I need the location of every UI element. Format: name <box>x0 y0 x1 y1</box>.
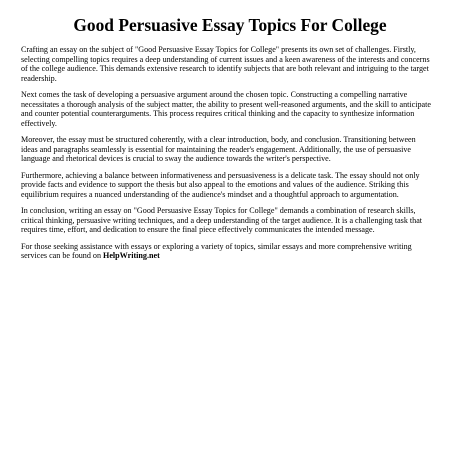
helpwriting-link[interactable]: HelpWriting.net <box>103 251 160 260</box>
closing-text: For those seeking assistance with essays or exploring a variety of topics, similar essays and more comprehensive writing services can be found on <box>21 241 412 260</box>
paragraph-balance: Furthermore, achieving a balance between informativeness and persuasiveness is a delicate task. The essay should not only provide facts and evidence to support the thesis but also appeal to the emotions and values of the audience. Striking this equilibrium requires a nuanced understanding of the audience's mindset and a thoughtful approach to argumentation. <box>21 170 420 199</box>
document-page <box>21 15 433 268</box>
document-title: Good Persuasive Essay Topics For College <box>73 15 387 35</box>
paragraph-closing <box>21 242 433 261</box>
paragraph-intro: Crafting an essay on the subject of "Good Persuasive Essay Topics for College" presents its own set of challenges. Firstly, selecting compelling topics requires a deep understanding of current issues and a keen awareness of the interests and concerns of the college audience. This demands extensive research to identify subjects that are both relevant and intriguing to the target readership. <box>21 45 430 83</box>
paragraph-conclusion: In conclusion, writing an essay on "Good Persuasive Essay Topics for College" demands a combination of research skills, critical thinking, persuasive writing techniques, and a deep understanding of the target audience. It is a challenging task that requires time, effort, and dedication to ensure the final piece effectively communicates the intended message. <box>21 206 423 234</box>
paragraph-argument: Next comes the task of developing a persuasive argument around the chosen topic. Constructing a compelling narrative necessitates a thorough analysis of the subject matter, the ability to present well-reasoned arguments, and the skill to anticipate and counter potential counterarguments. This process requires critical thinking and the capacity to synthesize information effectively. <box>21 90 431 128</box>
paragraph-structure: Moreover, the essay must be structured coherently, with a clear introduction, body, and conclusion. Transitioning between ideas and paragraphs seamlessly is essential for maintaining the reader's engagement. Additionally, the use of persuasive language and rhetorical devices is crucial to sway the audience towards the writer's perspective. <box>21 135 416 163</box>
